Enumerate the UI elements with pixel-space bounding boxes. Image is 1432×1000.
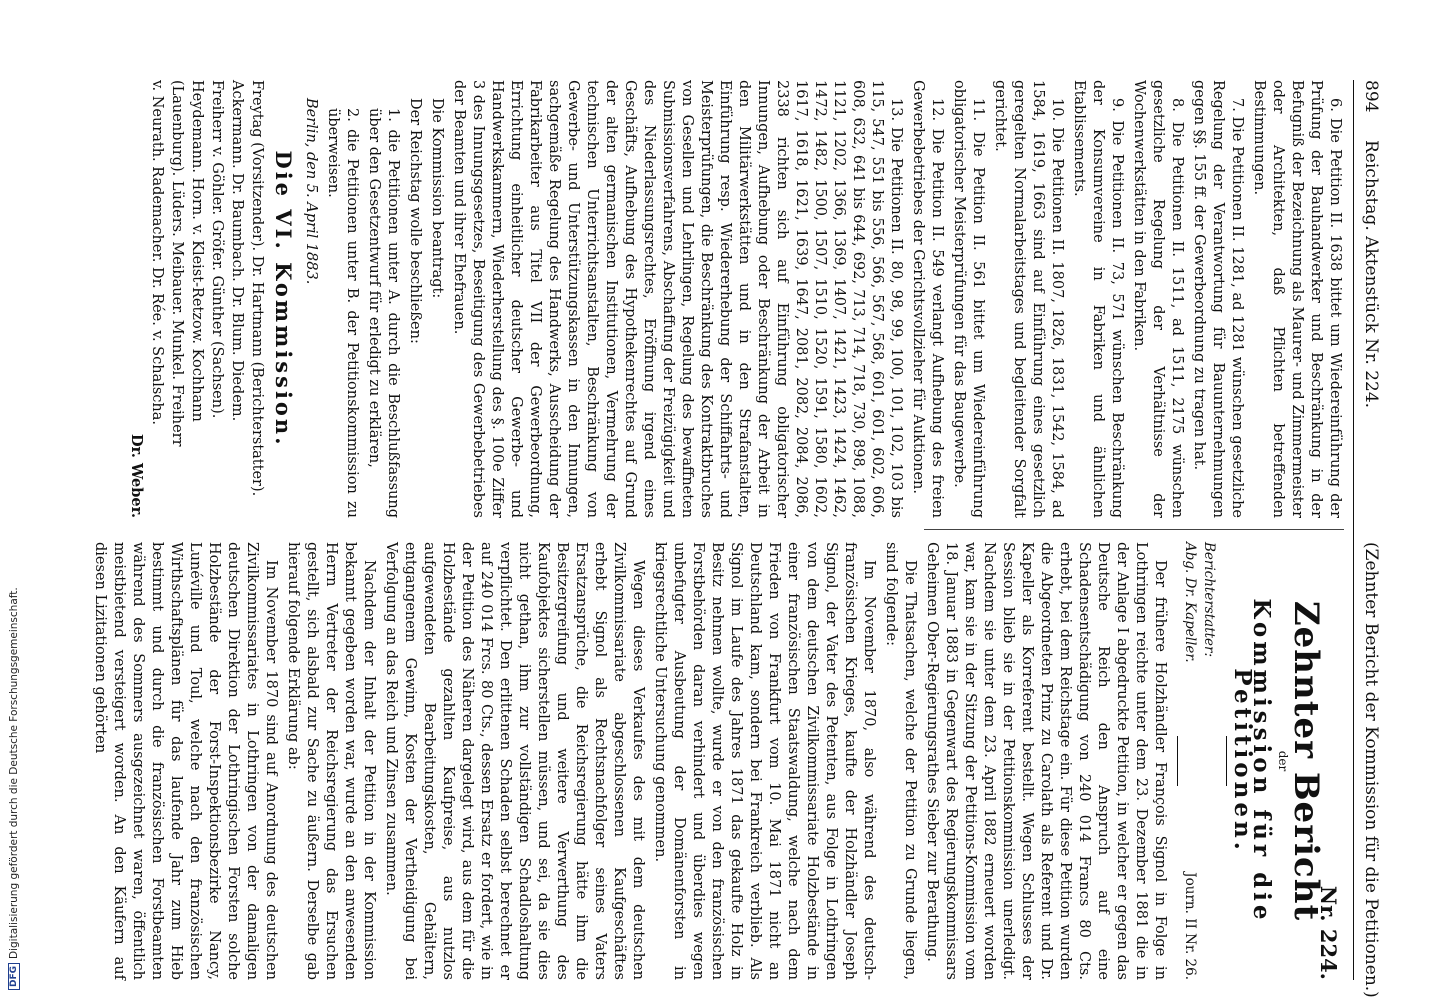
member-line: (Lauenburg). Lüders. Meibauer. Munkel. Freiherr: [169, 80, 185, 447]
header-right-title: (Zehnter Bericht der Kommission für die Petitionen.): [1361, 542, 1381, 998]
right-paragraphs: [90, 542, 1169, 980]
header-rule: [1353, 80, 1354, 980]
right-paragraph: Die Thatsachen, welche der Petition zu Grunde liegen, sind folgende:: [883, 542, 918, 980]
left-column: [126, 80, 1344, 518]
member-line: Heydemann. Horn. v. Kleist-Retzow. Kochhann: [189, 80, 205, 422]
header-left-title: Reichstag. Aktenstück Nr. 224.: [1361, 140, 1381, 409]
chair-name: Dr. Weber.: [128, 433, 145, 518]
report-subtitle: Kommission für die Petitionen.: [1229, 598, 1275, 924]
member-line: Freytag (Vorsitzender). Dr. Hartmann (Berichterstatter).: [249, 80, 265, 497]
member-line: Ackermann. Dr. Baumbach. Dr. Blum. Diedem.: [229, 80, 245, 422]
left-paragraphs: [449, 80, 1344, 518]
right-paragraph: Im November 1870 sind auf Anordnung des deutschen Zivilkommissariates in Lothringen von der damaligen deutschen Direktion der Lothringischen Forsten solche Holzbestände der Forst-Inspektionsbezirke Nancy, Lunéville und Toul, welche nach den französischen Wirthschaftsplänen für das laufende Jahr zum Hieb bestimmt und durch die französischen Forstbeamten während des Sommers ausgezeichnet waren, öffentlich meistbietend versteigert worden. An den Käufern auf diesen Lizitationen gehörten: [92, 542, 279, 980]
left-paragraph: 6. Die Petition II. 1638 bittet um Wiedereinführung der Prüfung der Bauhandwerker und Beschränkung in der Befugniß der Bezeichnung als Maurer- und Zimmermeister oder Architekten, daß Pflichten betreffenden Bestimmungen.: [1251, 80, 1343, 518]
right-paragraph: Wegen dieses Verkaufes des mit dem deutschen Zivilkommissariate abgeschlossenen Kaufgeschäftes erhebt Signol als Rechtsnachfolger seines Vaters Ersatzansprüche, die Reichsregierung hätte ihm die Besitzergreifung und weitere Verwerthung des Kaufobjektes sicherstellen müssen, und sei, da sie dies nicht gethan, ihm zur vollständigen Schadloshaltung verpflichtet. Den erlittenen Schaden selbst berechnet er auf 240 014 Frcs. 80 Cts., dessen Ersatz er fordert, wie in der Petition des Näheren dargelegt wird, aus dem für die Holzbestände gezahlten Kaufpreise, aus nutzlos aufgewendeten Bearbeitungskosten, Gehältern, entgangenem Gewinn, Kosten der Vertheidigung bei Verfolgung an das Reich und Zinsen zusammen.: [383, 542, 646, 980]
scanned-document-page: [60, 80, 1381, 998]
member-line: v. Neurath. Rademacher. Dr. Rée. v. Schalscha.: [149, 80, 165, 426]
left-paragraph: 11. Die Petition II. 561 bittet um Wiedereinführung obligatorischer Meisterprüfungen für das Baugewerbe.: [951, 80, 986, 518]
digitization-credit: [8, 587, 20, 990]
commission-title: Die VI. Kommission.: [271, 150, 296, 448]
reporter-rule: [1177, 736, 1178, 786]
motion-item: 1. die Petitionen unter A. durch die Beschlußfassung über den Gesetzentwurf für erledigt zu erklären,: [366, 108, 401, 518]
title-rule: [1226, 736, 1227, 786]
motion-list: [323, 80, 402, 518]
page-number: 894: [1361, 80, 1381, 113]
running-header: [1356, 80, 1381, 998]
reporter-label: Berichterstatter:: [1201, 542, 1217, 658]
column-divider: [924, 529, 1344, 530]
reporter-name: Abg. Dr. Kapeller.: [1182, 542, 1198, 663]
left-paragraph: 8. Die Petitionen II. 1511, ad 1511, 2175 wünschen gesetzliche Regelung der Verhältnisse der Wochenwerkstätten in den Fabriken.: [1131, 80, 1185, 518]
left-paragraph: 9. Die Petitionen II. 73, 571 wünschen Beschränkung der Konsumvereine in Fabriken und ähnlichen Etablissements.: [1071, 80, 1125, 518]
left-paragraph: 13. Die Petitionen II. 80, 98, 99, 100, 101, 102, 103 bis 115, 547, 551 bis 556, 566, 567, 568, 601, 601, 602, 606, 608, 632, 641 bis 644, 692, 713, 714, 718, 730, 898, 1088, 1121, 1202, 1366, 1369, 1407, 1421, 1423, 1424, 1462, 1472, 1482, 1500, 1507, 1510, 1520, 1591, 1580, 1602, 1617, 1618, 1621, 1639, 1647, 2081, 2082, 2084, 2086, 2338 richten sich auf Einführung obligatorischer Innungen, Aufhebung oder Beschränkung der Arbeit in den Militärwerkstätten und in den Strafanstalten, Einführung resp. Wiedererhebung der Schiffahrts- und Meisterprüfungen, die Beschränkung des Kontraktbruches von Gesellen und Lehrlingen, Regelung des bewaffneten Submissionsverfahrens, Abschaffung der Freizügigkeit und des Niederlassungsrechtes, Eröffnung irgend eines Geschäfts, Aufhebung des Hypothekenrechtes auf Grund der alten germanischen Institutionen, Vermehrung der technischen Unterrichtsanstalten, Beschränkung von Gewerbe- und Unterstützungskassen in den Innungen, sachgemäße Regelung des Handwerks, Ausscheidung der Fabrikarbeiter aus Titel VII der Gewerbeordnung, Errichtung einheitlicher deutscher Gewerbe- und Handwerkskammern, Wiederherstellung des §. 100e Ziffer 3 des Innungsgesetzes, Beseitigung des Gewerbebetriebes der Beamten und ihrer Ehefrauen.: [451, 80, 904, 518]
left-paragraph: 12. Die Petition II. 549 verlangt Aufhebung des freien Gewerbebetriebes der Gerichtsvollzieher für Auktionen.: [910, 80, 945, 518]
right-column: [87, 542, 1344, 980]
member-list: [147, 80, 266, 518]
motion-item: 2. die Petitionen unter B. der Petitionskommission zu überweisen.: [325, 108, 360, 518]
report-number: Nr. 224.: [1316, 885, 1341, 980]
right-paragraph: Nachdem der Inhalt der Petition in der Kommission bekannt gegeben worden war, wurde an den anwesenden Herrn Vertreter der Reichsregierung das Ersuchen gestellt, sich alsbald zur Sache zu äußern. Derselbe gab hierauf folgende Erklärung ab:: [285, 542, 377, 980]
credit-text: Digitalisierung gefördert durch die Deutsche Forschungsgemeinschaft.: [8, 587, 20, 959]
left-paragraph: 10. Die Petitionen II. 1807, 1826, 1831, 1542, 1584, ad 1584, 1619, 1663 sind auf Einführung eines gesetzlich geregelten Normalarbeitstages und begleitender Sorgfalt gerichtet.: [992, 80, 1065, 518]
right-paragraph: Der frühere Holzhändler François Signol in Folge in Lothringen reichte unter dem 23. Dezember 1881 die in der Anlage I abgedruckte Petition, in welcher er gegen das Deutsche Reich den Anspruch auf eine Schadensentschädigung von 240 014 Francs 80 Cts. erhebt, bei dem Reichstage ein. Für diese Petition wurden die Abgeordneten Prinz zu Carolath als Referent und Dr. Kapeller als Korreferent bestellt. Wegen Schlusses der Session blieb sie in der Petitionskommission unerledigt. Nachdem sie unter dem 23. April 1882 erneuert worden war, kam sie in der Sitzung der Petitions-Kommission vom 18. Januar 1883 in Gegenwart des Regierungskommissars Geheimen Ober-Regierungsrathes Sieber zur Berathung.: [924, 542, 1168, 980]
place-date: Berlin, den 5. April 1883.: [303, 98, 319, 285]
reporter-label-row: [1199, 542, 1218, 980]
report-title: Zehnter Bericht: [1286, 600, 1326, 922]
motion-sub: Der Reichstag wolle beschließen:: [407, 98, 423, 344]
report-title-der: der: [1276, 750, 1290, 772]
dfg-logo: DFG: [8, 963, 20, 990]
right-paragraph: Im November 1870, also während des deutsch-französischen Krieges, kaufte der Holzhändler Joseph Signol, der Vater des Petenten, aus Folge in Lothringen von dem deutschen Zivilkommissariate Holzbestände in einer französischen Staatswaldung, welche nach dem Frieden von Frankfurt vom 10. Mai 1871 nicht an Deutschland kam, sondern bei Frankreich verblieb. Als Signol im Laufe des Jahres 1871 das gekaufte Holz in Besitz nehmen wollte, wurde er von den französischen Forstbehörden daran verhindert und überdies wegen unbefugter Ausbeutung der Domänenforsten in kriegsrechtliche Untersuchung genommen.: [652, 542, 877, 980]
member-line: Freiherr v. Göhler. Gröfer. Günther (Sachsen).: [209, 80, 225, 419]
reporter-row: [1180, 542, 1199, 980]
motion-intro: Die Kommission beantragt:: [429, 98, 445, 299]
journal-reference: Journ. II Nr. 26.: [1182, 872, 1198, 980]
left-paragraph: 7. Die Petitionen II. 1281, ad 1281 wünschen gesetzliche Regelung der Verantwortung für Bauunternehmungen gegen §§. 155 ff. der Gewerbeordnung zu tragen hat.: [1191, 80, 1245, 518]
